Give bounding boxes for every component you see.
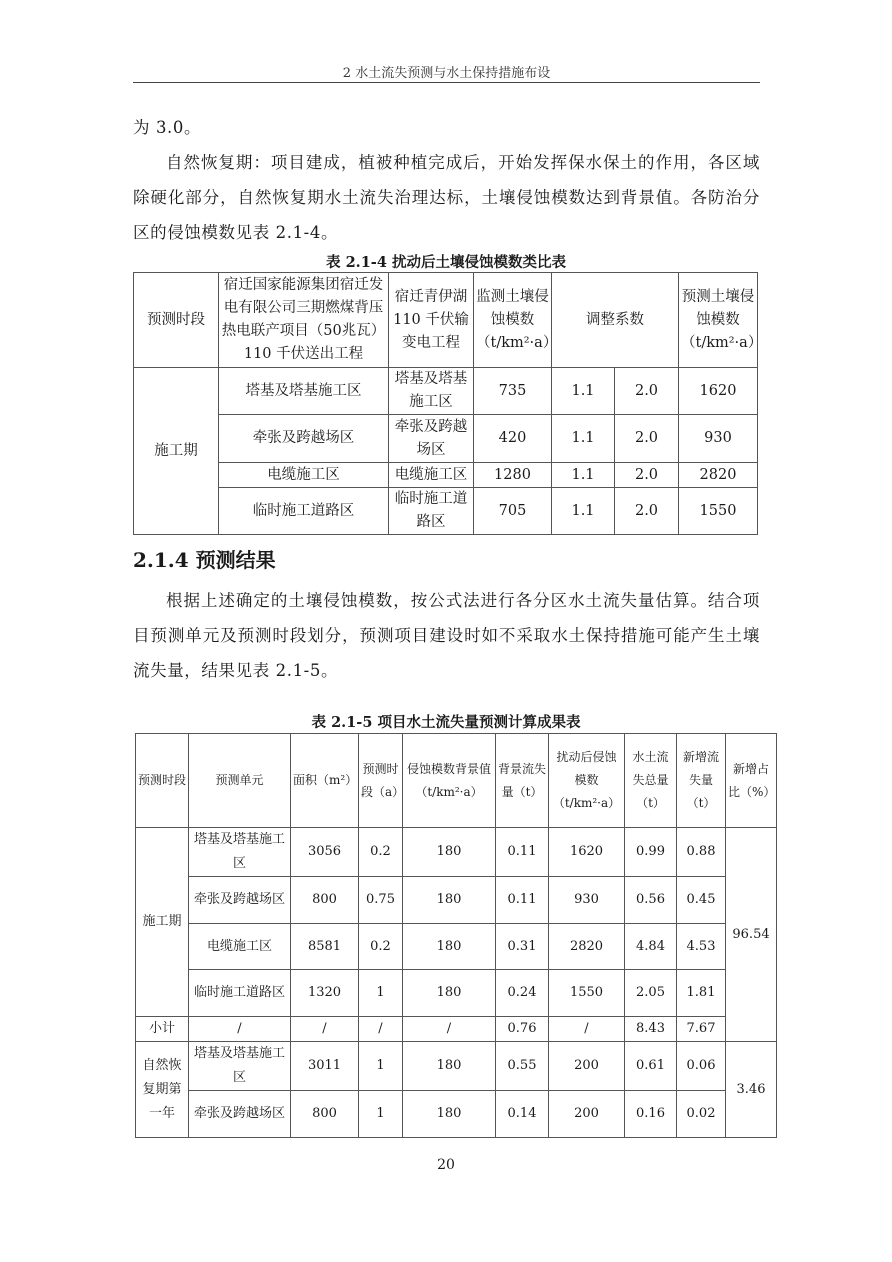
header-adjust: 调整系数 <box>552 273 679 368</box>
table-row <box>136 970 777 1017</box>
cell: 0.11 <box>496 828 549 877</box>
cell: 0.31 <box>496 924 549 970</box>
cell: 180 <box>403 828 496 877</box>
cell: 小计 <box>136 1017 189 1042</box>
cell: / <box>189 1017 291 1042</box>
paragraph-results <box>133 583 760 688</box>
table-row <box>134 463 758 488</box>
paragraph-recovery <box>133 110 760 250</box>
cell: 200 <box>549 1091 625 1138</box>
table-row <box>134 488 758 535</box>
cell: 临时施工道路区 <box>219 488 389 535</box>
header-total: 水土流失总量（t） <box>625 734 677 828</box>
cell: 2820 <box>679 463 758 488</box>
section-heading: 2.1.4 预测结果 <box>133 548 276 572</box>
cell: 2.0 <box>615 415 679 463</box>
cell: 2.0 <box>615 463 679 488</box>
cell: 4.53 <box>677 924 726 970</box>
cell: 1620 <box>679 368 758 415</box>
cell: 牵张及跨越场区 <box>189 1091 291 1138</box>
cell: 临时施工道路区 <box>189 970 291 1017</box>
cell: 0.45 <box>677 877 726 924</box>
cell: 0.16 <box>625 1091 677 1138</box>
cell: / <box>291 1017 359 1042</box>
period-cell: 施工期 <box>134 368 219 535</box>
cell: 1.1 <box>552 463 615 488</box>
cell: 1280 <box>474 463 552 488</box>
cell: 0.2 <box>359 828 403 877</box>
cell: 1.1 <box>552 488 615 535</box>
cell: 1.1 <box>552 368 615 415</box>
cell: 塔基及塔基施工区 <box>389 368 474 415</box>
table-row <box>136 828 777 877</box>
header-period: 预测时段 <box>134 273 219 368</box>
cell: 800 <box>291 877 359 924</box>
header-predict: 预测土壤侵蚀模数（t/km²·a） <box>679 273 758 368</box>
cell: 180 <box>403 877 496 924</box>
table-row <box>136 1042 777 1091</box>
page-number: 20 <box>437 1157 455 1173</box>
cell: 1620 <box>549 828 625 877</box>
cell: 电缆施工区 <box>389 463 474 488</box>
cell: / <box>359 1017 403 1042</box>
cell: / <box>403 1017 496 1042</box>
cell: 1 <box>359 1042 403 1091</box>
cell: 0.76 <box>496 1017 549 1042</box>
cell: 705 <box>474 488 552 535</box>
ratio-cell: 3.46 <box>726 1042 777 1138</box>
table-row <box>134 415 758 463</box>
cell: 电缆施工区 <box>189 924 291 970</box>
cell: 420 <box>474 415 552 463</box>
header-area: 面积（m²） <box>291 734 359 828</box>
cell: 4.84 <box>625 924 677 970</box>
cell: 牵张及跨越场区 <box>219 415 389 463</box>
running-header: 2 水土流失预测与水土保持措施布设 <box>342 66 551 81</box>
cell: 0.55 <box>496 1042 549 1091</box>
cell: 180 <box>403 970 496 1017</box>
cell: 塔基及塔基施工区 <box>189 828 291 877</box>
cell: 2.0 <box>615 368 679 415</box>
cell: 180 <box>403 924 496 970</box>
header-ratio: 新增占比（%） <box>726 734 777 828</box>
cell: 0.56 <box>625 877 677 924</box>
paragraph-body: 自然恢复期：项目建成，植被种植完成后，开始发挥保水保土的作用，各区域除硬化部分，自然恢复期水土流失治理达标，土壤侵蚀模数达到背景值。各防治分区的侵蚀模数见表 2.1-4。 <box>133 153 760 242</box>
cell: 0.14 <box>496 1091 549 1138</box>
header-disturbed-modulus: 扰动后侵蚀模数（t/km²·a） <box>549 734 625 828</box>
cell: 7.67 <box>677 1017 726 1042</box>
paragraph-line: 为 3.0。 <box>133 118 202 137</box>
cell: 2820 <box>549 924 625 970</box>
cell: 3056 <box>291 828 359 877</box>
cell: 1 <box>359 1091 403 1138</box>
cell: 735 <box>474 368 552 415</box>
cell: 800 <box>291 1091 359 1138</box>
table-row <box>136 877 777 924</box>
erosion-modulus-table <box>133 272 763 535</box>
cell: 塔基及塔基施工区 <box>219 368 389 415</box>
period-cell: 自然恢复期第一年 <box>136 1042 189 1138</box>
cell: 2.05 <box>625 970 677 1017</box>
header-project-a: 宿迁国家能源集团宿迁发电有限公司三期燃煤背压热电联产项目（50兆瓦）110 千伏送出工程 <box>219 273 389 368</box>
header-bg-modulus: 侵蚀模数背景值（t/km²·a） <box>403 734 496 828</box>
table-caption: 表 2.1-5 项目水土流失量预测计算成果表 <box>311 714 581 731</box>
table-row <box>136 1091 777 1138</box>
cell: 3011 <box>291 1042 359 1091</box>
cell: 930 <box>549 877 625 924</box>
table-row <box>136 924 777 970</box>
period-cell: 施工期 <box>136 828 189 1017</box>
cell: 0.06 <box>677 1042 726 1091</box>
subtotal-row <box>136 1017 777 1042</box>
cell: 塔基及塔基施工区 <box>189 1042 291 1091</box>
header-rule <box>133 82 760 83</box>
paragraph-body: 根据上述确定的土壤侵蚀模数，按公式法进行各分区水土流失量估算。结合项目预测单元及预测时段划分，预测项目建设时如不采取水土保持措施可能产生土壤流失量，结果见表 2.1-5。 <box>133 591 760 680</box>
soil-loss-table <box>135 733 777 1138</box>
cell: 电缆施工区 <box>219 463 389 488</box>
cell: 8581 <box>291 924 359 970</box>
cell: 8.43 <box>625 1017 677 1042</box>
cell: 0.75 <box>359 877 403 924</box>
cell: 2.0 <box>615 488 679 535</box>
header-time: 预测时段（a） <box>359 734 403 828</box>
cell: / <box>549 1017 625 1042</box>
header-unit: 预测单元 <box>189 734 291 828</box>
cell: 0.61 <box>625 1042 677 1091</box>
cell: 1 <box>359 970 403 1017</box>
header-monitor: 监测土壤侵蚀模数（t/km²·a） <box>474 273 552 368</box>
cell: 0.11 <box>496 877 549 924</box>
cell: 0.2 <box>359 924 403 970</box>
table-caption: 表 2.1-4 扰动后土壤侵蚀模数类比表 <box>326 254 566 271</box>
cell: 930 <box>679 415 758 463</box>
cell: 180 <box>403 1091 496 1138</box>
cell: 1320 <box>291 970 359 1017</box>
cell: 牵张及跨越场区 <box>389 415 474 463</box>
cell: 1550 <box>549 970 625 1017</box>
cell: 0.99 <box>625 828 677 877</box>
cell: 0.02 <box>677 1091 726 1138</box>
cell: 1550 <box>679 488 758 535</box>
header-project-b: 宿迁青伊湖110 千伏输变电工程 <box>389 273 474 368</box>
cell: 1.81 <box>677 970 726 1017</box>
ratio-cell: 96.54 <box>726 828 777 1042</box>
cell: 0.24 <box>496 970 549 1017</box>
cell: 180 <box>403 1042 496 1091</box>
table-row <box>134 368 758 415</box>
header-new: 新增流失量（t） <box>677 734 726 828</box>
cell: 200 <box>549 1042 625 1091</box>
cell: 临时施工道路区 <box>389 488 474 535</box>
header-period: 预测时段 <box>136 734 189 828</box>
cell: 1.1 <box>552 415 615 463</box>
cell: 牵张及跨越场区 <box>189 877 291 924</box>
cell: 0.88 <box>677 828 726 877</box>
header-bg-loss: 背景流失量（t） <box>496 734 549 828</box>
